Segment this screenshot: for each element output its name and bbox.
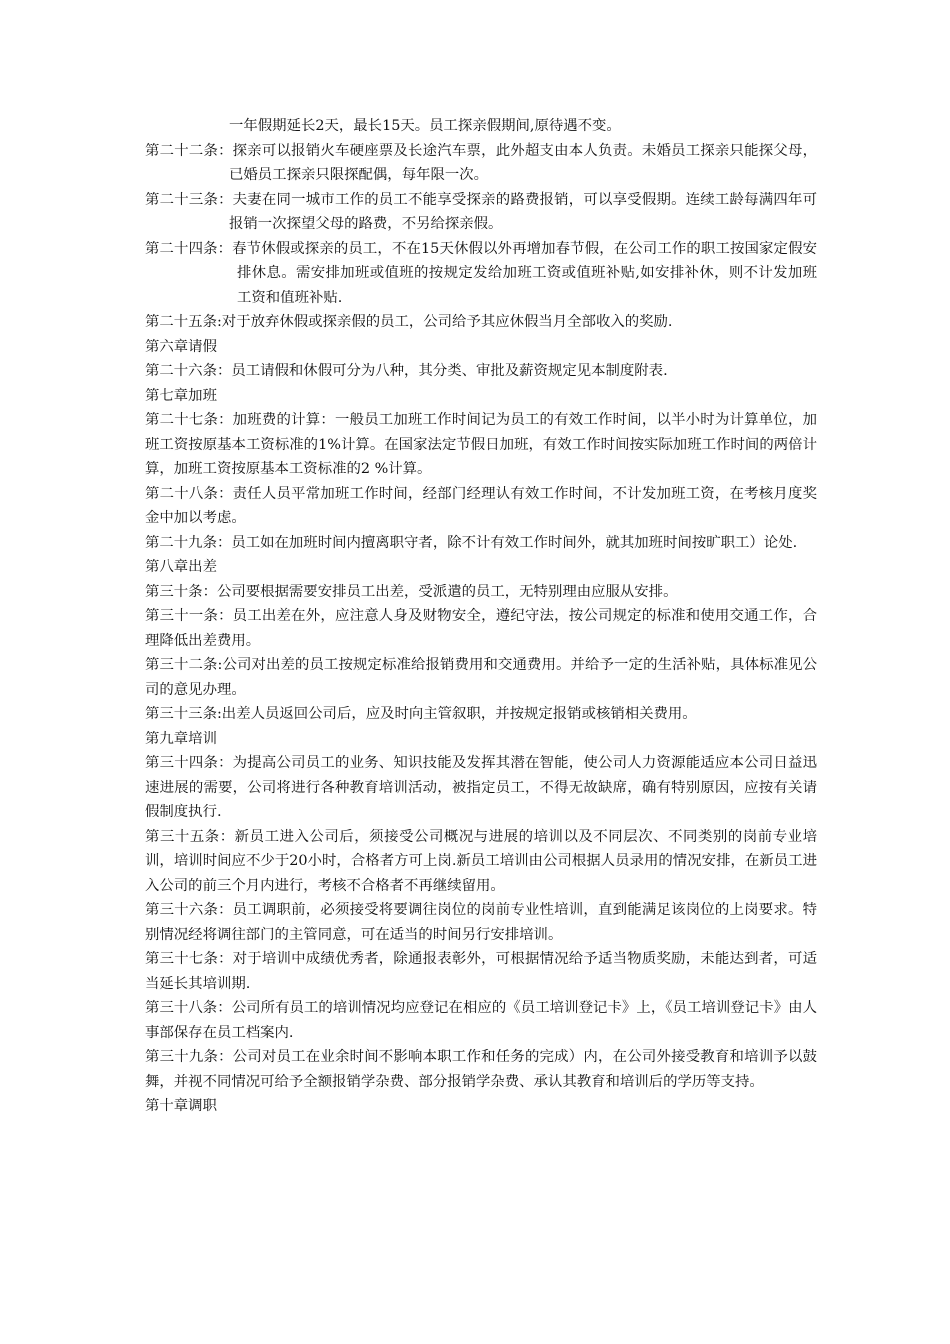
- article-26: 第二十六条：员工请假和休假可分为八种，其分类、审批及薪资规定见本制度附表.: [145, 363, 668, 379]
- article-38: 第三十八条：公司所有员工的培训情况均应登记在相应的《员工培训登记卡》上，《员工培训登记卡》由人事部保存在员工档案内.: [145, 1000, 817, 1041]
- article-25: 第二十五条:对于放弃休假或探亲假的员工，公司给予其应休假当月全部收入的奖励.: [145, 314, 673, 330]
- article-37: 第三十七条：对于培训中成绩优秀者，除通报表彰外，可根据情况给予适当物质奖励，未能达到者，可适当延长其培训期.: [145, 951, 817, 992]
- article-35: 第三十五条：新员工进入公司后，须接受公司概况与进展的培训以及不同层次、不同类别的岗前专业培训，培训时间应不少于20小时，合格者方可上岗.新员工培训由公司根据人员录用的情况安排，在新员工进入公司的前三个月内进行，考核不合格者不再继续留用。: [145, 828, 817, 894]
- article-32: 第三十二条:公司对出差的员工按规定标准给报销费用和交通费用。并给予一定的生活补贴，具体标准见公司的意见办理。: [145, 657, 817, 698]
- article-30: 第三十条：公司要根据需要安排员工出差，受派遣的员工，无特别理由应服从安排。: [145, 583, 678, 600]
- article-28: 第二十八条：责任人员平常加班工作时间，经部门经理认有效工作时间，不计发加班工资，在考核月度奖金中加以考虑。: [145, 485, 817, 526]
- article-36: 第三十六条：员工调职前，必须接受将要调往岗位的岗前专业性培训，直到能满足该岗位的上岗要求。特别情况经将调往部门的主管同意，可在适当的时间另行安排培训。: [145, 902, 817, 943]
- document-body: [145, 114, 817, 1119]
- chapter-heading-10: 第十章调职: [145, 1098, 217, 1114]
- article-33: 第三十三条:出差人员返回公司后，应及时向主管叙职，并按规定报销或核销相关费用。: [145, 706, 697, 722]
- article-39: 第三十九条：公司对员工在业余时间不影响本职工作和任务的完成）内，在公司外接受教育和培训予以鼓舞，并视不同情况可给予全额报销学杂费、部分报销学杂费、承认其教育和培训后的学历等支持。: [145, 1049, 817, 1090]
- chapter-heading-6: 第六章请假: [145, 338, 217, 355]
- chapter-heading-8: 第八章出差: [145, 559, 217, 575]
- chapter-heading-9: 第九章培训: [145, 730, 217, 747]
- paragraph: 一年假期延长2天，最长15天。员工探亲假期间,原待遇不变。: [229, 118, 621, 134]
- article-23: 第二十三条：夫妻在同一城市工作的员工不能享受探亲的路费报销，可以享受假期。连续工龄每满四年可报销一次探望父母的路费，不另给探亲假。: [145, 191, 817, 232]
- article-24: 第二十四条：春节休假或探亲的员工，不在15天休假以外再增加春节假，在公司工作的职工按国家定假安排休息。需安排加班或值班的按规定发给加班工资或值班补贴,如安排补休，则不计发加班工资和值班补贴.: [145, 240, 817, 306]
- chapter-heading-7: 第七章加班: [145, 387, 217, 404]
- article-29: 第二十九条：员工如在加班时间内擅离职守者，除不计有效工作时间外，就其加班时间按旷职工）论处.: [145, 534, 798, 551]
- article-34: 第三十四条：为提高公司员工的业务、知识技能及发挥其潜在智能，使公司人力资源能适应本公司日益迅速进展的需要，公司将进行各种教育培训活动，被指定员工，不得无故缺席，确有特别原因，应按有关请假制度执行.: [145, 755, 817, 820]
- article-22: 第二十二条：探亲可以报销火车硬座票及长途汽车票，此外超支由本人负责。未婚员工探亲只能探父母，已婚员工探亲只限探配偶，每年限一次。: [145, 142, 817, 183]
- article-31: 第三十一条：员工出差在外，应注意人身及财物安全，遵纪守法，按公司规定的标准和使用交通工作，合理降低出差费用。: [145, 608, 817, 649]
- article-27: 第二十七条：加班费的计算：一般员工加班工作时间记为员工的有效工作时间，以半小时为计算单位，加班工资按原基本工资标准的1%计算。在国家法定节假日加班，有效工作时间按实际加班工作时间的两倍计算，加班工资按原基本工资标准的2 %计算。: [145, 412, 817, 477]
